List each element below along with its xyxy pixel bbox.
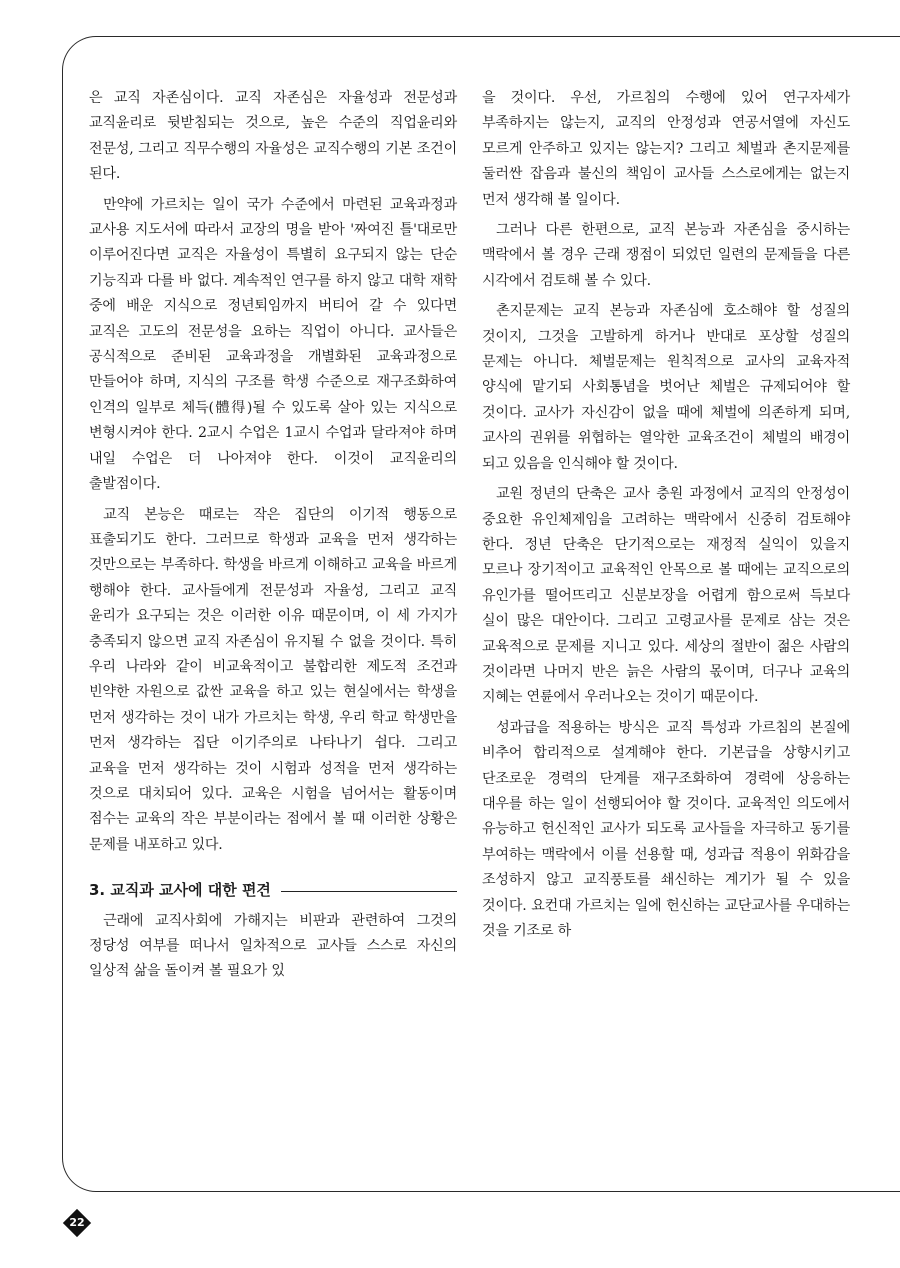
paragraph: 촌지문제는 교직 본능과 자존심에 호소해야 할 성질의 것이지, 그것을 고발하게 하거나 반대로 포상할 성질의 문제는 아니다. 체벌문제는 원칙적으로 교사의 교육자적 양식에 맡기되 사회통념을 벗어난 체벌은 규제되어야 할 것이다. 교사가 자신감이 없을 때에 체벌에 의존하게 되며, 교사의 권위를 위협하는 열악한 교육조건이 체벌의 배경이 되고 있음을 인식해야 할 것이다. (482, 303, 850, 472)
left-column (89, 86, 457, 985)
paragraph: 만약에 가르치는 일이 국가 수준에서 마련된 교육과정과 교사용 지도서에 따라서 교장의 명을 받아 '짜여진 틀'대로만 이루어진다면 교직은 자율성이 특별히 요구되지 않는 단순 기능직과 다를 바 없다. 계속적인 연구를 하지 않고 대학 재학 중에 배운 지식으로 정년퇴임까지 버티어 갈 수 있다면 교직은 고도의 전문성을 요하는 직업이 아니다. 교사들은 공식적으로 준비된 교육과정을 개별화된 교육과정으로 만들어야 하며, 지식의 구조를 학생 수준으로 재구조화하여 인격의 일부로 체득(體得)될 수 있도록 살아 있는 지식으로 변형시켜야 한다. 2교시 수업은 1교시 수업과 달라져야 하며 내일 수업은 더 나아져야 한다. 이것이 교직윤리의 출발점이다. (89, 196, 457, 493)
paragraph: 근래에 교직사회에 가해지는 비판과 관련하여 그것의 정당성 여부를 떠나서 일차적으로 교사들 스스로 자신의 일상적 삶을 돌이켜 볼 필요가 있 (89, 912, 457, 980)
heading-rule (281, 891, 457, 892)
page-number-badge (62, 1208, 92, 1238)
paragraph: 그러나 다른 한편으로, 교직 본능과 자존심을 중시하는 맥락에서 볼 경우 근래 쟁점이 되었던 일련의 문제들을 다른 시각에서 검토해 볼 수 있다. (482, 222, 850, 289)
right-column (482, 86, 850, 944)
paragraph: 성과급을 적용하는 방식은 교직 특성과 가르침의 본질에 비추어 합리적으로 설계해야 한다. 기본급을 상향시키고 단조로운 경력의 단계를 재구조화하여 경력에 상응하는 대우를 하는 일이 선행되어야 할 것이다. 교육적인 의도에서 유능하고 헌신적인 교사가 되도록 교사들을 자극하고 동기를 부여하는 맥락에서 이를 선용할 때, 성과급 적용이 위화감을 조성하지 않고 교직풍토를 쇄신하는 계기가 될 수 있을 것이다. 요컨대 가르치는 일에 헌신하는 교단교사를 우대하는 것을 기조로 하 (482, 719, 850, 939)
section-heading (89, 878, 457, 903)
paragraph: 은 교직 자존심이다. 교직 자존심은 자율성과 전문성과 교직윤리로 뒷받침되는 것으로, 높은 수준의 직업윤리와 전문성, 그리고 직무수행의 자율성은 교직수행의 기본 조건이 된다. (89, 90, 457, 183)
paragraph: 교원 정년의 단축은 교사 충원 과정에서 교직의 안정성이 중요한 유인체제임을 고려하는 맥락에서 신중히 검토해야 한다. 정년 단축은 단기적으로는 재정적 실익이 있을지 모르나 장기적이고 교육적인 안목으로 볼 때에는 교직으로의 유인가를 떨어뜨리고 신분보장을 어렵게 함으로써 득보다 실이 많은 대안이다. 그리고 고령교사를 문제로 삼는 것은 교육적으로 문제를 지니고 있다. 세상의 절반이 젊은 사람의 것이라면 나머지 반은 늙은 사람의 몫이며, 더구나 교육의 지혜는 연륜에서 우러나오는 것이기 때문이다. (482, 486, 850, 706)
section-heading-text: 3. 교직과 교사에 대한 편견 (89, 881, 271, 900)
paragraph: 을 것이다. 우선, 가르침의 수행에 있어 연구자세가 부족하지는 않는지, 교직의 안정성과 연공서열에 자신도 모르게 안주하고 있지는 않는지? 그리고 체벌과 촌지문제를 둘러싼 잡음과 불신의 책임이 교사들 스스로에게는 없는지 먼저 생각해 볼 일이다. (482, 90, 850, 208)
paragraph: 교직 본능은 때로는 작은 집단의 이기적 행동으로 표출되기도 한다. 그러므로 학생과 교육을 먼저 생각하는 것만으로는 부족하다. 학생을 바르게 이해하고 교육을 바르게 행해야 한다. 교사들에게 전문성과 자율성, 그리고 교직 윤리가 요구되는 것은 이러한 이유 때문이며, 이 세 가지가 충족되지 않으면 교직 자존심이 유지될 수 없을 것이다. 특히 우리 나라와 같이 비교육적이고 불합리한 제도적 조건과 빈약한 자원으로 값싼 교육을 하고 있는 현실에서는 학생을 먼저 생각하는 것이 내가 가르치는 학생, 우리 학교 학생만을 먼저 생각하는 집단 이기주의로 나타나기 쉽다. 그리고 교육을 먼저 생각하는 것이 시험과 성적을 먼저 생각하는 것으로 대치되어 있다. 교육은 시험을 넘어서는 활동이며 점수는 교육의 작은 부분이라는 점에서 볼 때 이러한 상황은 문제를 내포하고 있다. (89, 506, 457, 853)
page-number: 22 (69, 1216, 85, 1229)
